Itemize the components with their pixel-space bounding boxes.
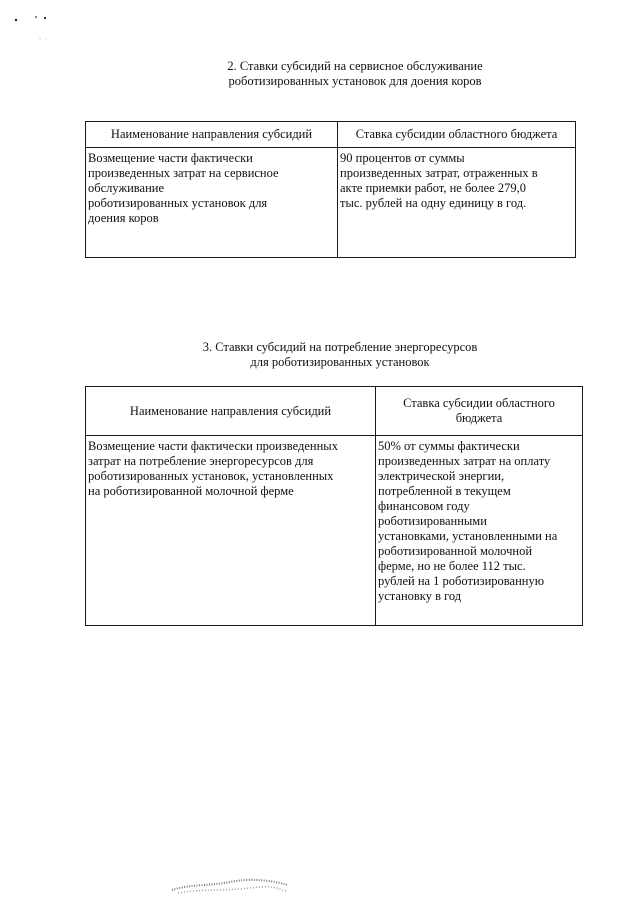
direction-cell	[86, 436, 376, 626]
table-header-row	[86, 122, 576, 148]
text-line: ферме, но не более 112 тыс.	[378, 559, 526, 573]
text-line: Ставка субсидии областного	[403, 396, 555, 410]
rate-cell	[338, 148, 576, 258]
energy-subsidy-table	[85, 386, 583, 626]
text-line: на роботизированной молочной ферме	[88, 484, 294, 498]
table-row	[86, 148, 576, 258]
text-line: финансовом году	[378, 499, 470, 513]
direction-cell	[86, 148, 338, 258]
scan-noise-bottom	[170, 876, 290, 896]
text-line: 50% от суммы фактически	[378, 439, 520, 453]
header-rate	[376, 387, 583, 436]
text-line: Возмещение части фактически	[88, 151, 253, 165]
text-line: произведенных затрат на оплату	[378, 454, 551, 468]
text-line: роботизированных установок для	[88, 196, 268, 210]
section-3-title-line-1: 3. Ставки субсидий на потребление энергоресурсов	[202, 340, 478, 354]
text-line: тыс. рублей на одну единицу в год.	[340, 196, 527, 210]
text-line: акте приемки работ, не более 279,0	[340, 181, 526, 195]
section-3-title	[175, 340, 505, 370]
section-2-title	[190, 59, 520, 89]
table-row	[86, 436, 583, 626]
table-header-row	[86, 387, 583, 436]
rate-cell	[376, 436, 583, 626]
header-direction: Наименование направления субсидий	[86, 122, 338, 148]
text-line: рублей на 1 роботизированную	[378, 574, 545, 588]
service-subsidy-table	[85, 121, 576, 258]
text-line: обслуживание	[88, 181, 165, 195]
text-line: 90 процентов от суммы	[340, 151, 465, 165]
header-direction: Наименование направления субсидий	[86, 387, 376, 436]
text-line: бюджета	[455, 411, 503, 425]
scan-noise-top	[10, 6, 70, 46]
section-2-title-line-1: 2. Ставки субсидий на сервисное обслуживание	[227, 59, 483, 73]
text-line: Возмещение части фактически произведенных	[88, 439, 338, 453]
text-line: произведенных затрат, отраженных в	[340, 166, 538, 180]
text-line: роботизированной молочной	[378, 544, 533, 558]
text-line: роботизированными	[378, 514, 487, 528]
text-line: роботизированных установок, установленных	[88, 469, 334, 483]
text-line: установками, установленными на	[378, 529, 558, 543]
text-line: затрат на потребление энергоресурсов для	[88, 454, 314, 468]
text-line: электрической энергии,	[378, 469, 505, 483]
header-rate: Ставка субсидии областного бюджета	[338, 122, 576, 148]
text-line: доения коров	[88, 211, 159, 225]
section-2-title-line-2: роботизированных установок для доения коров	[228, 74, 482, 88]
section-3-title-line-2: для роботизированных установок	[250, 355, 430, 369]
text-line: произведенных затрат на сервисное	[88, 166, 279, 180]
text-line: установку в год	[378, 589, 462, 603]
text-line: потребленной в текущем	[378, 484, 511, 498]
